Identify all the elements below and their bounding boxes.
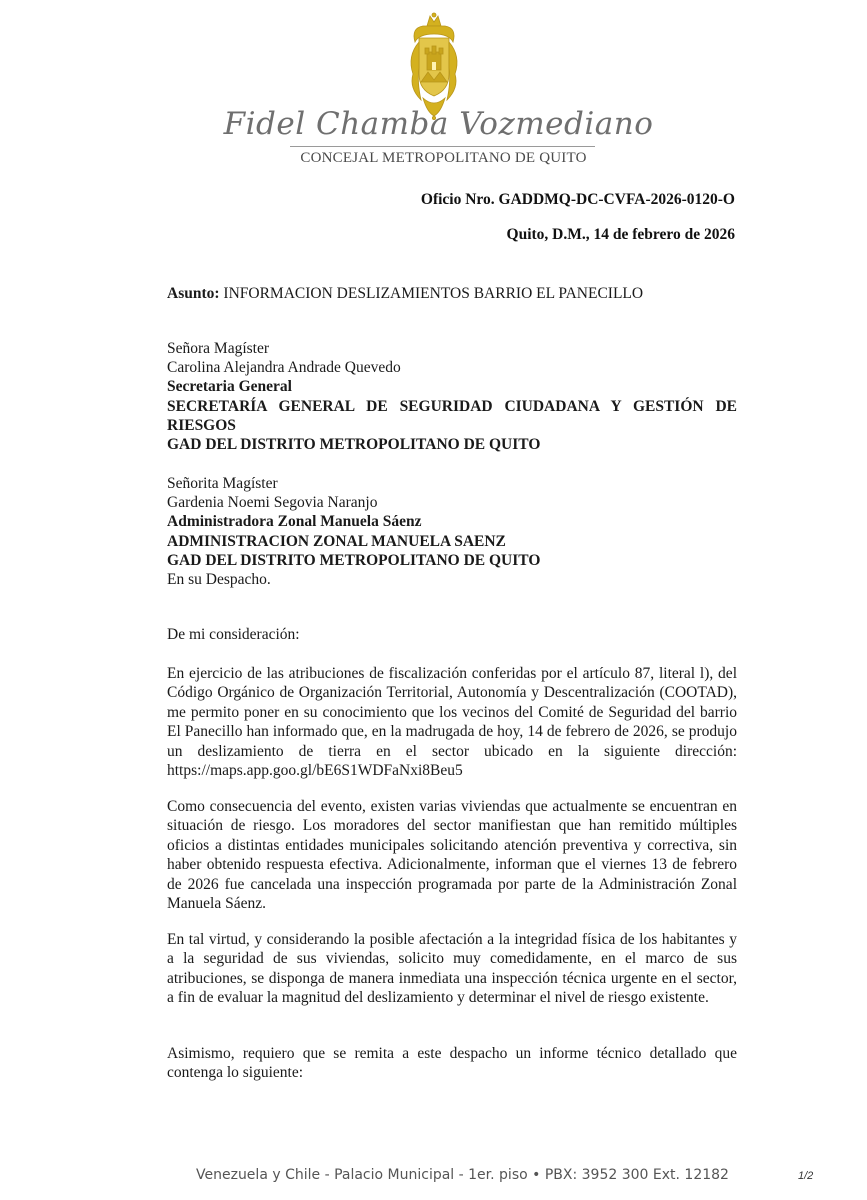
addressee-name: Gardenia Noemi Segovia Naranjo bbox=[167, 494, 378, 512]
letterhead-name: Fidel Chamba Vozmediano bbox=[223, 106, 654, 142]
addressee-gad: GAD DEL DISTRITO METROPOLITANO DE QUITO bbox=[167, 551, 541, 569]
subject-line bbox=[167, 285, 643, 303]
addressee-block-2 bbox=[167, 474, 737, 589]
page-number: 1/2 bbox=[798, 1170, 814, 1182]
body-paragraph-1: En ejercicio de las atribuciones de fiscalización conferidas por el artículo 87, literal l), del Código Orgánico de Organización Territorial, Autonomía y Descentralización (COOTAD), me permito poner en su conocimiento que los vecinos del Comité de Seguridad del barrio El Panecillo han informado que, en la madrugada de hoy, 14 de febrero de 2026, se produjo un deslizamiento de tierra en el sector ubicado en la siguiente dirección: https://maps.app.goo.gl/bE6S1WDFaNxi8Beu5 bbox=[167, 665, 737, 780]
addressee-closing: En su Despacho. bbox=[167, 571, 271, 589]
addressee-name: Carolina Alejandra Andrade Quevedo bbox=[167, 359, 401, 377]
addressee-institution: ADMINISTRACION ZONAL MANUELA SAENZ bbox=[167, 532, 506, 550]
quito-coat-of-arms-emblem bbox=[405, 12, 463, 120]
body-paragraph-4: Asimismo, requiero que se remita a este despacho un informe técnico detallado que contenga lo siguiente: bbox=[167, 1045, 737, 1082]
body-paragraph-2: Como consecuencia del evento, existen varias viviendas que actualmente se encuentran en situación de riesgo. Los moradores del sector manifiestan que han remitido múltiples oficios a distintas entidades municipales solicitando atención preventiva y correctiva, sin haber obtenido respuesta efectiva. Adicionalmente, informan que el viernes 13 de febrero de 2026 fue cancelada una inspección programada por parte de la Administración Zonal Manuela Sáenz. bbox=[167, 798, 737, 913]
addressee-honorific: Señora Magíster bbox=[167, 340, 270, 357]
document-date: Quito, D.M., 14 de febrero de 2026 bbox=[506, 226, 735, 243]
oficio-number: Oficio Nro. GADDMQ-DC-CVFA-2026-0120-O bbox=[420, 191, 735, 208]
letterhead-title: CONCEJAL METROPOLITANO DE QUITO bbox=[300, 150, 587, 166]
salutation: De mi consideración: bbox=[167, 626, 300, 643]
footer-address: Venezuela y Chile - Palacio Municipal - 1er. piso • PBX: 3952 300 Ext. 12182 bbox=[196, 1167, 729, 1183]
addressee-position: Secretaria General bbox=[167, 378, 292, 396]
subject-label: Asunto: bbox=[167, 285, 220, 302]
subject-text: INFORMACION DESLIZAMIENTOS BARRIO EL PANECILLO bbox=[223, 285, 644, 302]
addressee-position: Administradora Zonal Manuela Sáenz bbox=[167, 513, 422, 531]
addressee-gad: GAD DEL DISTRITO METROPOLITANO DE QUITO bbox=[167, 436, 541, 454]
addressee-institution: SECRETARÍA GENERAL DE SEGURIDAD CIUDADANA Y GESTIÓN DE bbox=[167, 397, 737, 415]
addressee-block-1 bbox=[167, 339, 737, 454]
addressee-honorific: Señorita Magíster bbox=[167, 475, 278, 492]
addressee-institution-cont: RIESGOS bbox=[167, 416, 236, 434]
body-paragraph-3: En tal virtud, y considerando la posible afectación a la integridad física de los habitantes y a la seguridad de sus viviendas, solicito muy comedidamente, en el marco de sus atribuciones, se disponga de manera inmediata una inspección técnica urgente en el sector, a fin de evaluar la magnitud del deslizamiento y determinar el nivel de riesgo existente. bbox=[167, 931, 737, 1007]
letterhead-divider bbox=[290, 146, 595, 147]
